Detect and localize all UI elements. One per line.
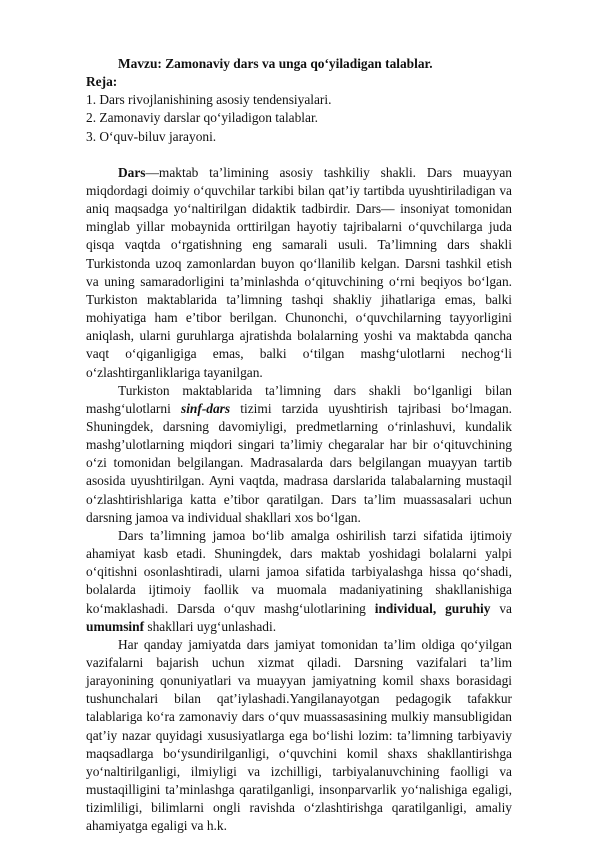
term-individual: individual, [374, 600, 437, 616]
paragraph-text: tizimi tarzida uyushtirish tajribasi bo‘lmagan. Shuningdek, darsning davomiyligi, predmetlarning o‘rinlashuvi, kundalik mashg’ulotlarning miqdori singari ta’limiy chegaralar har bir o‘qituvchining o‘zi tomonidan belgilangan. Madrasalarda dars belgilangan muayyan tartib asosida uyushtirilgan. Ayni vaqtda, madrasa darslarida talabalarning mustaqil o‘zlashtirishlariga katta e’tibor qaratilgan. Dars ta’lim muassasalari uchun darsning jamoa va individual shakllari xos bo‘lgan. [86, 400, 512, 525]
plan-item: 2. Zamonaviy darslar qo‘yiladigon talablar. [86, 110, 319, 126]
plan-item: 3. O‘quv-biluv jarayoni. [86, 128, 217, 144]
paragraph-2 [86, 382, 512, 527]
document-page [86, 55, 512, 836]
paragraph-text: Turkiston maktablarida ta’limning dars shakli bo‘lganligi bilan mashg‘ulotlarni [86, 382, 512, 416]
paragraph-text: Dars ta’limning jamoa bo‘lib amalga oshirilish tarzi sifatida ijtimoiy ahamiyat kasb etadi. Shuningdek, dars maktab yoshidagi bolalarni yalpi o‘qitishni osonlashtiradi, ularni jamoa sifatida tarbiyalashga hissa qo‘shadi, bolalarda ijtimoiy faollik va muomala madaniyatining shakllanishiga ko‘maklashadi. Darsda o‘quv mashg‘ulotlarining [86, 527, 512, 616]
paragraph-text [436, 601, 445, 616]
paragraph-text: shakllari uyg‘unlashadi. [144, 618, 277, 634]
plan-item: 1. Dars rivojlanishining asosiy tendensiyalari. [86, 92, 332, 108]
plan-list [86, 91, 512, 145]
plan-heading: Reja: [86, 74, 118, 90]
paragraph-4: Har qanday jamiyatda dars jamiyat tomonidan ta’lim oldiga qo‘yilgan vazifalarni bajarish uchun xizmat qiladi. Darsning vazifalari ta’lim jarayonining qonuniyatlari va muayyan jamiyatning komil shaxs borasidagi tushunchalari bilan qat’iylashadi.Yangilanayotgan pedagogik tafakkur talablariga ko‘ra zamonaviy dars o‘quv muassasasining mulkiy mansubligidan qat’iy nazar quyidagi xususiyatlarga ega bo‘lishi lozim: ta’limning tarbiyaviy maqsadlarga bo‘ysundirilganligi, o‘quvchini komil shaxs shakllantirishga yo‘naltirilganligi, ilmiyligi va izchilligi, tarbiyalanuvchining faolligi va mustaqilligini ta’minlashga qaratilganligi, insonparvarlik yo‘nalishiga egaligi, tizimliligi, bilimlarni ongli ravishda o‘zlashtirishga qaratilganligi, amaliy ahamiyatga egaligi va h.k. [86, 636, 512, 834]
term-guruhiy: guruhiy [445, 600, 491, 616]
paragraph-3 [86, 527, 512, 636]
term-dars: Dars [118, 164, 146, 180]
paragraph-text: va [490, 600, 512, 616]
term-umumsinf: umumsinf [86, 618, 145, 634]
paragraph-text: —maktab ta’limining asosiy tashkiliy shakli. Dars muayyan miqdordagi doimiy o‘quvchilar tarkibi bilan qat’iy tartibda uyushtiriladigan va aniq maqsadga yo‘naltirilgan didaktik tadbirdir. Dars— insoniyat tomonidan minglab yillar mobaynida orttirilgan hayotiy tajribalarni o‘quvchilarga juda qisqa vaqtda o‘rgatishning eng samarali usuli. Ta’limning dars shakli Turkistonda uzoq zamonlardan buyon qo‘llanilib kelgan. Darsni tashkil etish va uning samaradorligini ta’minlashda o‘qituvchining o‘rni beqiyos bo‘lgan. Turkiston maktablarida ta’limning tashqi shakliy jihatlariga emas, balki mohiyatiga ham e’tibor berilgan. Chunonchi, o‘quvchilarning tayyorligini aniqlash, ularni guruhlarga ajratishda bolalarning yoshi va maktabda qancha vaqt o‘qiganligiga emas, balki o‘tilgan mashg‘ulotlarni nechog‘li o‘zlashtirganliklariga tayanilgan. [86, 164, 512, 380]
term-sinf-dars: sinf-dars [180, 400, 231, 416]
paragraph-1 [86, 164, 512, 382]
spacer [86, 146, 512, 164]
document-title: Mavzu: Zamonaviy dars va unga qo‘yiladigan talablar. [118, 56, 433, 71]
